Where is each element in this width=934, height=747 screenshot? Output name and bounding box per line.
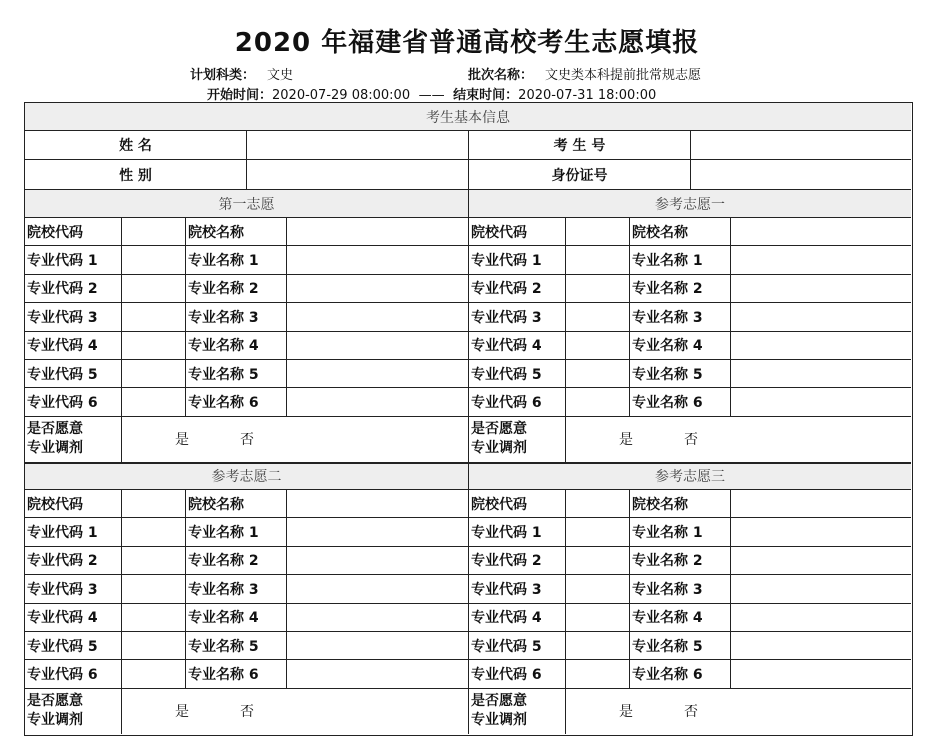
major-code-label: 专业代码 3 xyxy=(25,303,122,330)
adjust-row xyxy=(469,689,911,734)
major-code-label: 专业代码 1 xyxy=(25,518,122,545)
major-name-label: 专业名称 1 xyxy=(630,518,731,545)
major-name-label: 专业名称 5 xyxy=(186,632,287,659)
major-code-label: 专业代码 1 xyxy=(469,246,566,273)
major-row xyxy=(25,518,468,546)
major-row xyxy=(469,518,911,546)
major-code-field[interactable] xyxy=(122,275,186,302)
plan-value: 文史 xyxy=(267,68,294,83)
major-code-field[interactable] xyxy=(122,575,186,602)
adjust-label-line1: 是否愿意 xyxy=(471,693,527,710)
major-name-field[interactable] xyxy=(287,660,466,687)
adjust-label-line1: 是否愿意 xyxy=(27,421,83,438)
major-name-label: 专业名称 5 xyxy=(630,360,731,387)
major-code-field[interactable] xyxy=(566,604,630,631)
adjust-label xyxy=(25,689,122,734)
major-code-label: 专业代码 3 xyxy=(25,575,122,602)
school-code-field[interactable] xyxy=(122,490,186,517)
application-form xyxy=(24,102,913,736)
adjust-label-line1: 是否愿意 xyxy=(471,421,527,438)
major-code-label: 专业代码 2 xyxy=(469,547,566,574)
major-code-label: 专业代码 3 xyxy=(469,303,566,330)
major-name-field[interactable] xyxy=(731,303,910,330)
school-row xyxy=(25,490,468,518)
school-code-field[interactable] xyxy=(122,218,186,245)
major-code-field[interactable] xyxy=(122,632,186,659)
major-name-field[interactable] xyxy=(287,246,466,273)
major-code-label: 专业代码 4 xyxy=(469,604,566,631)
batch-label: 批次名称： xyxy=(468,68,534,83)
major-row xyxy=(25,547,468,575)
major-row xyxy=(469,360,911,388)
major-code-field[interactable] xyxy=(566,632,630,659)
adjust-no-option[interactable]: 否 xyxy=(240,432,254,449)
major-name-field[interactable] xyxy=(287,388,466,415)
major-name-field[interactable] xyxy=(287,332,466,359)
basic-info-header: 考生基本信息 xyxy=(25,103,911,131)
major-code-label: 专业代码 3 xyxy=(469,575,566,602)
major-name-label: 专业名称 5 xyxy=(630,632,731,659)
major-name-label: 专业名称 2 xyxy=(186,275,287,302)
major-row xyxy=(25,303,468,331)
major-code-field[interactable] xyxy=(122,303,186,330)
school-name-label: 院校名称 xyxy=(186,218,287,245)
batch-value: 文史类本科提前批常规志愿 xyxy=(545,68,702,83)
major-row xyxy=(25,604,468,632)
major-name-field[interactable] xyxy=(287,632,466,659)
major-name-label: 专业名称 4 xyxy=(630,332,731,359)
adjust-label xyxy=(469,689,566,734)
major-row xyxy=(25,660,468,688)
major-code-field[interactable] xyxy=(566,275,630,302)
major-code-field[interactable] xyxy=(566,518,630,545)
major-name-label: 专业名称 3 xyxy=(630,303,731,330)
school-code-field[interactable] xyxy=(566,218,630,245)
school-row xyxy=(469,218,911,246)
major-name-field[interactable] xyxy=(731,604,910,631)
major-name-field[interactable] xyxy=(287,518,466,545)
school-row xyxy=(469,490,911,518)
major-name-label: 专业名称 3 xyxy=(630,575,731,602)
major-row xyxy=(469,575,911,603)
adjust-label-line2: 专业调剂 xyxy=(471,712,527,729)
adjust-label-line2: 专业调剂 xyxy=(27,440,83,457)
adjust-label-line2: 专业调剂 xyxy=(471,440,527,457)
major-name-label: 专业名称 4 xyxy=(186,604,287,631)
start-value: 2020-07-29 08:00:00 xyxy=(272,88,411,103)
major-row xyxy=(469,332,911,360)
adjust-yes-option[interactable]: 是 xyxy=(619,704,633,721)
major-row xyxy=(25,575,468,603)
id-field[interactable] xyxy=(691,160,911,189)
school-name-label: 院校名称 xyxy=(630,218,731,245)
school-name-field[interactable] xyxy=(287,218,466,245)
basic-row-2 xyxy=(25,160,911,190)
section-header: 参考志愿一 xyxy=(469,190,911,218)
major-name-label: 专业名称 2 xyxy=(630,275,731,302)
choice-block-ref2 xyxy=(25,462,468,734)
major-name-field[interactable] xyxy=(731,660,910,687)
choice-block-ref3 xyxy=(468,462,911,734)
major-code-label: 专业代码 5 xyxy=(25,360,122,387)
major-code-field[interactable] xyxy=(566,575,630,602)
major-row xyxy=(25,275,468,303)
adjust-no-option[interactable]: 否 xyxy=(684,704,698,721)
major-code-label: 专业代码 4 xyxy=(25,604,122,631)
school-name-label: 院校名称 xyxy=(186,490,287,517)
major-code-field[interactable] xyxy=(122,660,186,687)
school-code-label: 院校代码 xyxy=(469,218,566,245)
page-title: 2020 年福建省普通高校考生志愿填报 xyxy=(234,28,700,58)
major-code-field[interactable] xyxy=(122,518,186,545)
major-name-field[interactable] xyxy=(731,360,910,387)
adjust-label-line2: 专业调剂 xyxy=(27,712,83,729)
adjust-no-option[interactable]: 否 xyxy=(684,432,698,449)
name-label: 姓 名 xyxy=(25,131,247,159)
adjust-row xyxy=(25,689,468,734)
major-code-field[interactable] xyxy=(566,303,630,330)
section-header: 参考志愿三 xyxy=(469,462,911,490)
adjust-label-line1: 是否愿意 xyxy=(27,693,83,710)
major-name-field[interactable] xyxy=(731,547,910,574)
major-code-field[interactable] xyxy=(566,246,630,273)
choice-block-first xyxy=(25,190,468,462)
time-dash: —— xyxy=(418,88,445,103)
major-name-field[interactable] xyxy=(287,303,466,330)
major-code-label: 专业代码 5 xyxy=(469,360,566,387)
major-code-label: 专业代码 4 xyxy=(469,332,566,359)
major-code-label: 专业代码 5 xyxy=(25,632,122,659)
adjust-yes-option[interactable]: 是 xyxy=(175,704,189,721)
major-code-label: 专业代码 5 xyxy=(469,632,566,659)
major-name-label: 专业名称 6 xyxy=(186,388,287,415)
school-name-label: 院校名称 xyxy=(630,490,731,517)
major-name-label: 专业名称 6 xyxy=(186,660,287,687)
school-code-label: 院校代码 xyxy=(469,490,566,517)
major-code-field[interactable] xyxy=(122,388,186,415)
major-name-label: 专业名称 3 xyxy=(186,575,287,602)
school-row xyxy=(25,218,468,246)
major-code-label: 专业代码 2 xyxy=(25,547,122,574)
choice-block-ref1 xyxy=(468,190,911,462)
block-divider xyxy=(25,462,911,464)
major-row xyxy=(469,547,911,575)
adjust-no-option[interactable]: 否 xyxy=(240,704,254,721)
name-field[interactable] xyxy=(247,131,469,159)
exam-no-label: 考 生 号 xyxy=(469,131,691,159)
major-name-label: 专业名称 6 xyxy=(630,660,731,687)
major-name-label: 专业名称 2 xyxy=(630,547,731,574)
major-name-field[interactable] xyxy=(287,275,466,302)
major-name-field[interactable] xyxy=(731,518,910,545)
adjust-yes-option[interactable]: 是 xyxy=(175,432,189,449)
major-name-field[interactable] xyxy=(731,332,910,359)
major-row xyxy=(25,632,468,660)
major-row xyxy=(469,632,911,660)
school-name-field[interactable] xyxy=(287,490,466,517)
adjust-label xyxy=(469,417,566,462)
adjust-row xyxy=(25,417,468,462)
major-row xyxy=(469,246,911,274)
start-label: 开始时间： xyxy=(207,88,273,103)
section-header: 参考志愿二 xyxy=(25,462,468,490)
school-code-label: 院校代码 xyxy=(25,218,122,245)
id-label: 身份证号 xyxy=(469,160,691,189)
major-name-label: 专业名称 1 xyxy=(630,246,731,273)
major-row xyxy=(469,275,911,303)
major-code-label: 专业代码 4 xyxy=(25,332,122,359)
batch-name xyxy=(468,64,701,83)
major-name-label: 专业名称 3 xyxy=(186,303,287,330)
major-code-field[interactable] xyxy=(122,332,186,359)
major-code-field[interactable] xyxy=(566,360,630,387)
major-code-label: 专业代码 1 xyxy=(469,518,566,545)
major-code-label: 专业代码 6 xyxy=(469,388,566,415)
major-name-label: 专业名称 6 xyxy=(630,388,731,415)
major-code-field[interactable] xyxy=(122,360,186,387)
major-name-field[interactable] xyxy=(731,388,910,415)
major-name-label: 专业名称 4 xyxy=(630,604,731,631)
major-name-label: 专业名称 4 xyxy=(186,332,287,359)
major-code-label: 专业代码 6 xyxy=(469,660,566,687)
major-code-field[interactable] xyxy=(122,547,186,574)
major-row xyxy=(469,660,911,688)
end-value: 2020-07-31 18:00:00 xyxy=(518,88,657,103)
adjust-label xyxy=(25,417,122,462)
basic-row-1 xyxy=(25,131,911,160)
major-name-field[interactable] xyxy=(731,632,910,659)
gender-label: 性 别 xyxy=(25,160,247,189)
major-code-field[interactable] xyxy=(566,388,630,415)
major-name-field[interactable] xyxy=(731,575,910,602)
major-code-field[interactable] xyxy=(122,604,186,631)
major-row xyxy=(469,604,911,632)
major-name-label: 专业名称 1 xyxy=(186,518,287,545)
major-code-label: 专业代码 1 xyxy=(25,246,122,273)
major-row xyxy=(469,388,911,416)
major-row xyxy=(25,246,468,274)
major-name-field[interactable] xyxy=(287,604,466,631)
major-code-field[interactable] xyxy=(566,332,630,359)
plan-label: 计划科类： xyxy=(190,68,256,83)
major-code-field[interactable] xyxy=(566,547,630,574)
adjust-row xyxy=(469,417,911,462)
major-name-label: 专业名称 1 xyxy=(186,246,287,273)
section-header: 第一志愿 xyxy=(25,190,468,218)
gender-field[interactable] xyxy=(247,160,469,189)
school-code-field[interactable] xyxy=(566,490,630,517)
major-code-label: 专业代码 6 xyxy=(25,660,122,687)
school-code-label: 院校代码 xyxy=(25,490,122,517)
major-code-label: 专业代码 2 xyxy=(469,275,566,302)
school-name-field[interactable] xyxy=(731,490,910,517)
major-name-field[interactable] xyxy=(731,246,910,273)
exam-no-field[interactable] xyxy=(691,131,911,159)
major-code-label: 专业代码 2 xyxy=(25,275,122,302)
major-name-field[interactable] xyxy=(287,360,466,387)
school-name-field[interactable] xyxy=(731,218,910,245)
major-name-field[interactable] xyxy=(287,547,466,574)
time-range xyxy=(207,84,656,103)
major-row xyxy=(25,360,468,388)
end-label: 结束时间： xyxy=(453,88,519,103)
major-code-field[interactable] xyxy=(566,660,630,687)
major-row xyxy=(25,388,468,416)
plan-category xyxy=(190,64,293,83)
major-name-field[interactable] xyxy=(731,275,910,302)
major-code-field[interactable] xyxy=(122,246,186,273)
major-name-field[interactable] xyxy=(287,575,466,602)
major-row xyxy=(469,303,911,331)
major-name-label: 专业名称 5 xyxy=(186,360,287,387)
major-name-label: 专业名称 2 xyxy=(186,547,287,574)
major-row xyxy=(25,332,468,360)
adjust-yes-option[interactable]: 是 xyxy=(619,432,633,449)
major-code-label: 专业代码 6 xyxy=(25,388,122,415)
